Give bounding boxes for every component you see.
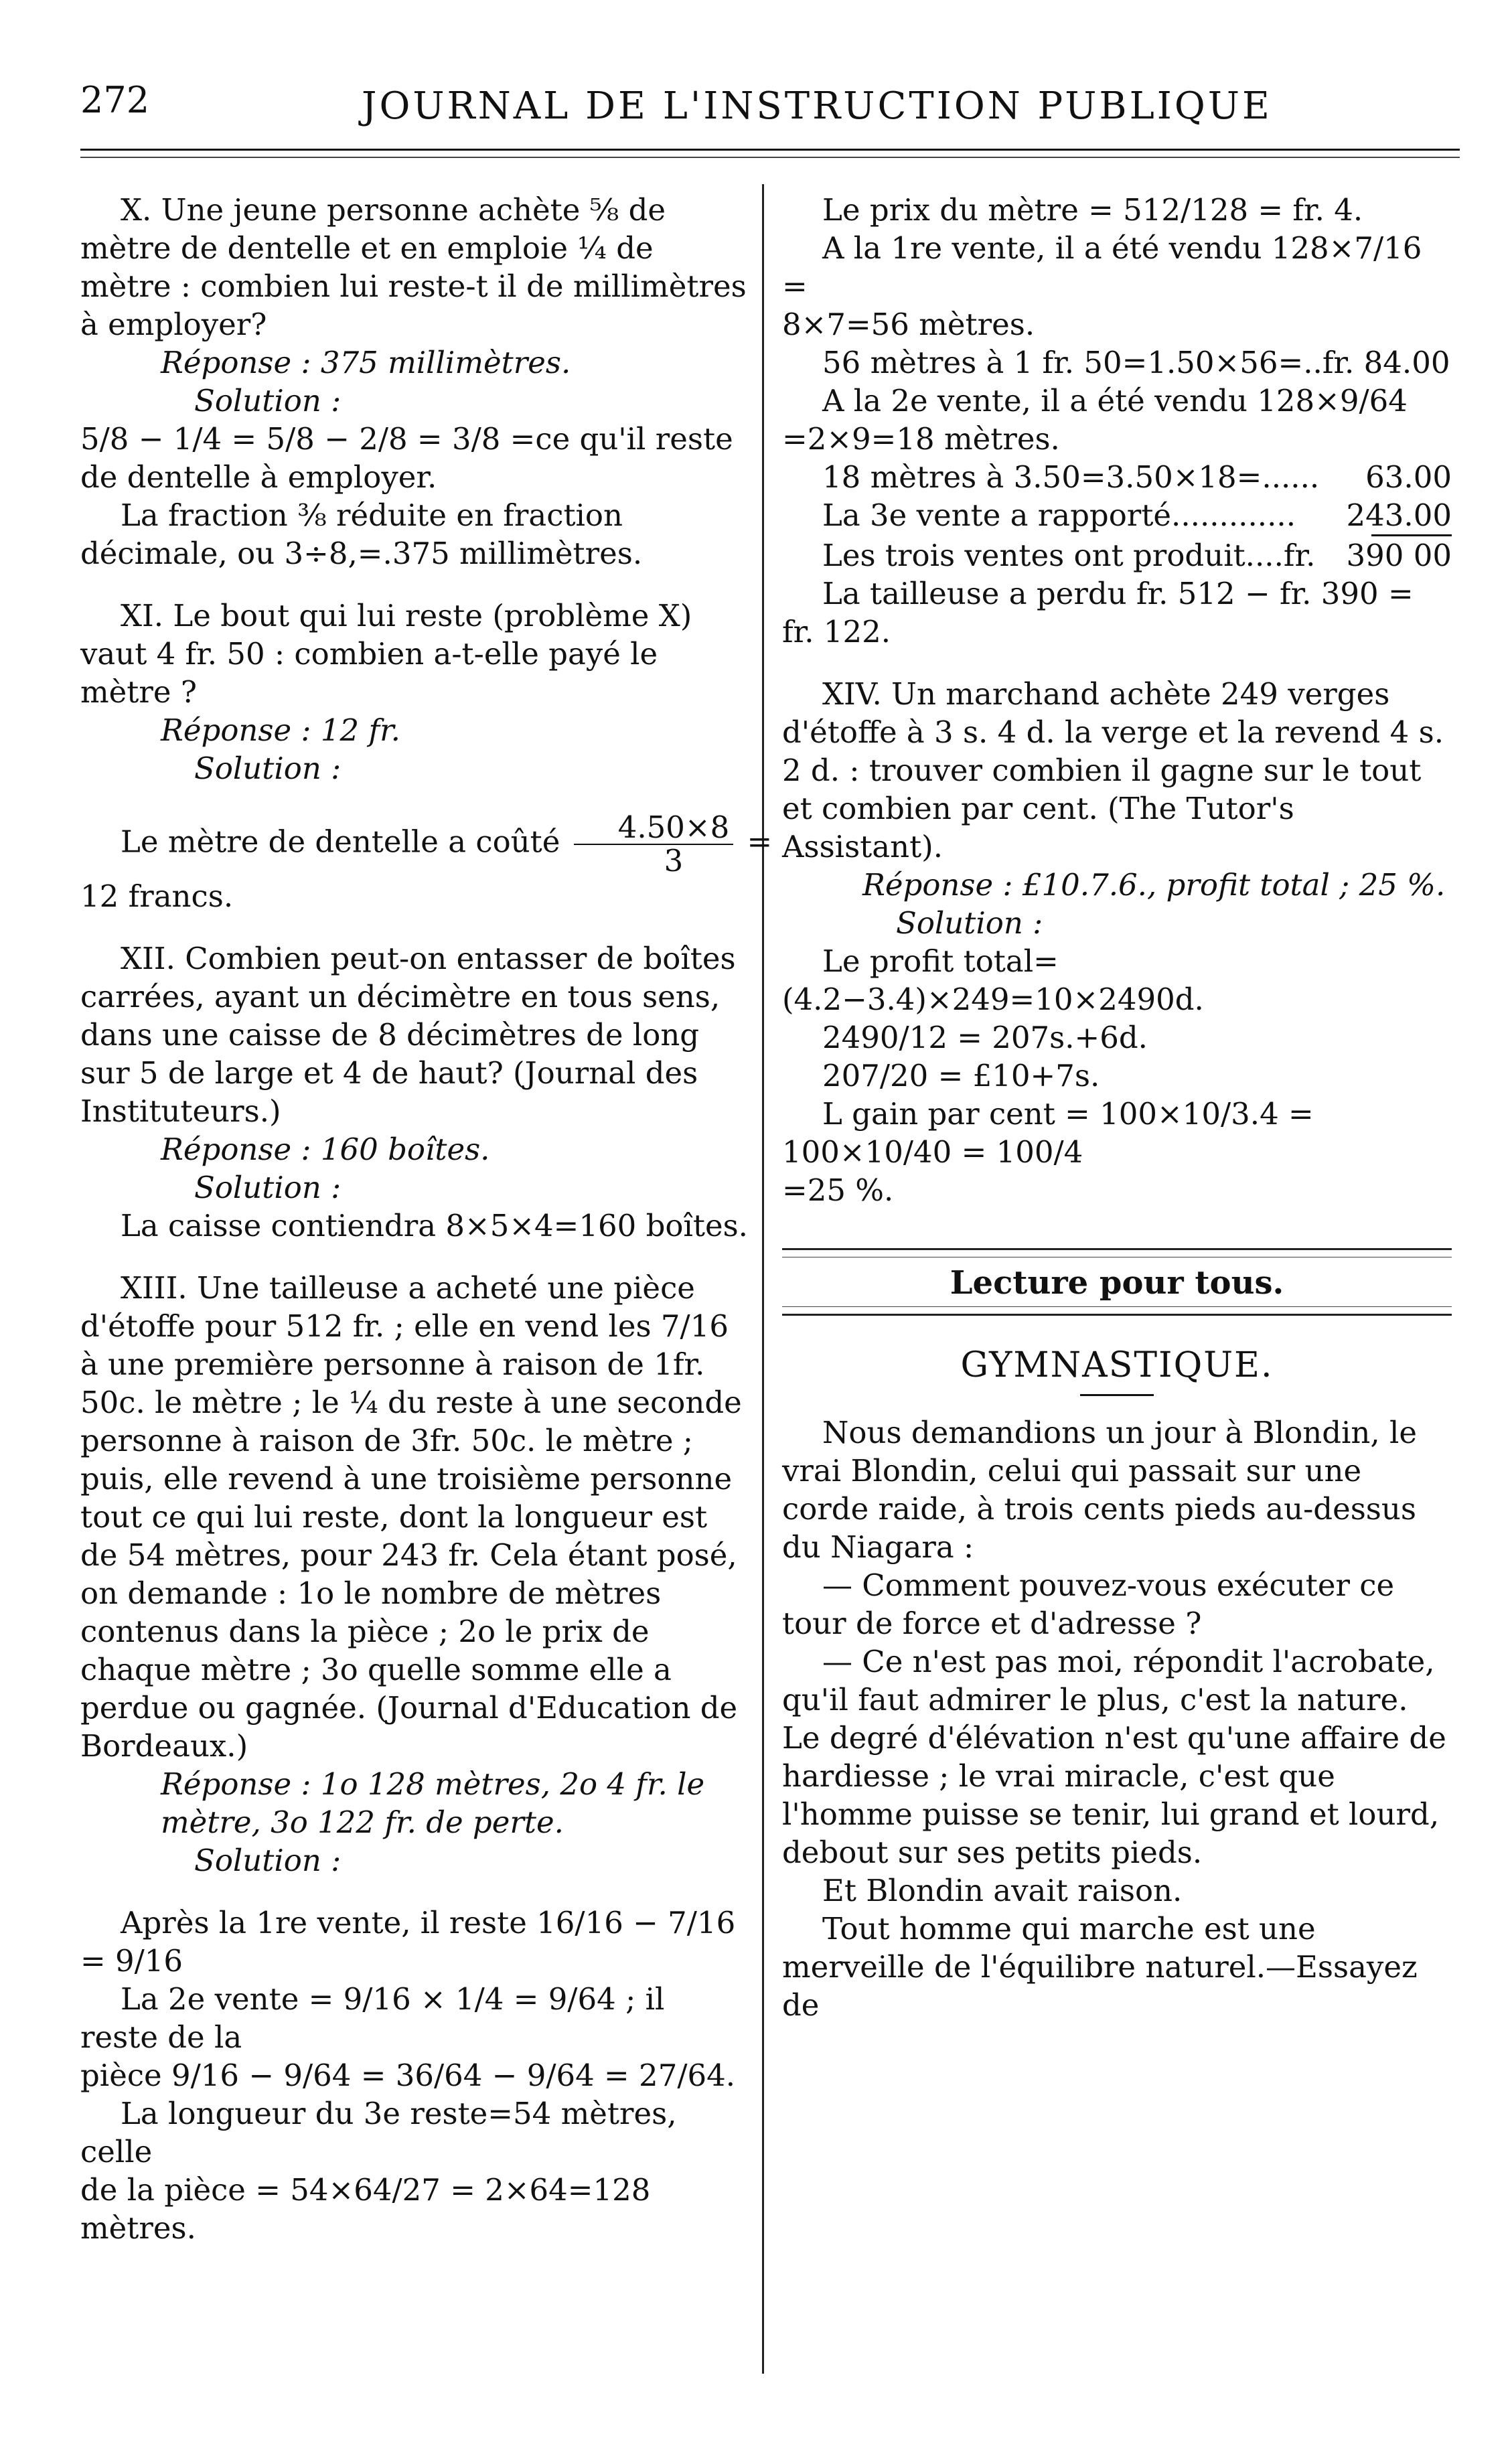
vente2-value: 63.00	[1365, 459, 1452, 495]
xi-eq-end: =	[747, 824, 773, 860]
vente2-line3	[782, 458, 1452, 496]
page-header	[80, 59, 1440, 133]
problem-x-solution-label: Solution :	[194, 383, 342, 418]
right-column	[782, 191, 1452, 2024]
total-line	[782, 536, 1452, 575]
section-rule-top	[782, 1248, 1452, 1250]
vente1-line1: A la 1re vente, il a été vendu 128×7/16 =	[782, 230, 1422, 304]
article-title: GYMNASTIQUE.	[960, 1345, 1274, 1385]
article-paragraph-3: — Ce n'est pas moi, répondit l'acrobate, qu'il faut admirer le plus, c'est la nature. Le degré d'élévation n'est qu'une affaire de hardiesse ; le vrai miracle, c'est que l'homme puisse se tenir, lui grand et lourd, debout sur ses petits pieds.	[782, 1644, 1446, 1870]
problem-xii-equation: La caisse contiendra 8×5×4=160 boîtes.	[121, 1208, 748, 1243]
problem-xiv-line5: =25 %.	[782, 1172, 894, 1208]
journal-title: JOURNAL DE L'INSTRUCTION PUBLIQUE	[362, 84, 1272, 128]
problem-xii-solution-label: Solution :	[194, 1170, 342, 1205]
section-rule-bottom-thin	[782, 1306, 1452, 1307]
vente2-line2: =2×9=18 mètres.	[782, 421, 1060, 457]
xi-denominator: 3	[664, 843, 684, 878]
problem-xiv-line1: Le profit total=(4.2−3.4)×249=10×2490d.	[782, 943, 1204, 1017]
article-paragraph-1: Nous demandions un jour à Blondin, le vrai Blondin, celui qui passait sur une corde raide, à trois cents pieds au-dessus du Niagara :	[782, 1415, 1418, 1565]
xi-eq-text: Le mètre de dentelle a coûté	[121, 824, 560, 860]
problem-xiv-line3: 207/20 = £10+7s.	[822, 1058, 1100, 1093]
problem-xiv: XIV. Un marchand achète 249 verges d'étoffe à 3 s. 4 d. la verge et la revend 4 s. 2 d. : trouver combien il gagne sur le tout et combien par cent. (The Tutor's Assistant).	[782, 676, 1444, 864]
section-title: Lecture pour tous.	[950, 1264, 1284, 1302]
problem-xiii-line5: de la pièce = 54×64/27 = 2×64=128 mètres.	[80, 2172, 651, 2246]
vente3-label: La 3e vente a rapporté.............	[822, 498, 1296, 533]
problem-xi: XI. Le bout qui lui reste (problème X) vaut 4 fr. 50 : combien a-t-elle payé le mètre ?	[80, 598, 692, 710]
problem-xi-result: 12 francs.	[80, 878, 234, 914]
xi-fraction	[574, 812, 734, 877]
vente2-line1: A la 2e vente, il a été vendu 128×9/64	[822, 383, 1408, 418]
problem-xiii: XIII. Une tailleuse a acheté une pièce d'étoffe pour 512 fr. ; elle en vend les 7/16 à une première personne à raison de 1fr. 50c. le mètre ; le ¼ du reste à une seconde personne à raison de 3fr. 50c. le mètre ; puis, elle revend à une troisième personne tout ce qui lui reste, dont la longueur est de 54 mètres, pour 243 fr. Cela étant posé, on demande : 1o le nombre de mètres contenus dans la pièce ; 2o le prix de chaque mètre ; 3o quelle somme elle a perdue ou gagnée. (Journal d'Education de Bordeaux.)	[80, 1270, 742, 1764]
perte-line: La tailleuse a perdu fr. 512 − fr. 390 = fr. 122.	[782, 576, 1414, 649]
problem-xiii-line3: pièce 9/16 − 9/64 = 36/64 − 9/64 = 27/64.	[80, 2058, 736, 2093]
section-rule-bottom	[782, 1314, 1452, 1316]
page-number: 272	[80, 79, 150, 121]
vente1-line3: 56 mètres à 1 fr. 50=1.50×56=..fr. 84.00	[822, 345, 1450, 380]
total-value: 390 00	[1346, 538, 1452, 573]
problem-x-reponse: Réponse : 375 millimètres.	[161, 345, 571, 380]
vente2-label: 18 mètres à 3.50=3.50×18=......	[822, 459, 1320, 495]
problem-xiv-reponse: Réponse : £10.7.6., profit total ; 25 %.	[862, 867, 1446, 903]
article-paragraph-2: — Comment pouvez-vous exécuter ce tour de force et d'adresse ?	[782, 1567, 1395, 1641]
problem-xiii-reponse: Réponse : 1o 128 mètres, 2o 4 fr. le mètre, 3o 122 fr. de perte.	[161, 1766, 705, 1840]
problem-xi-reponse: Réponse : 12 fr.	[161, 712, 400, 748]
title-dash	[1080, 1394, 1154, 1396]
problem-x-equation: 5/8 − 1/4 = 5/8 − 2/8 = 3/8 =ce qu'il reste de dentelle à employer.	[80, 421, 733, 495]
total-label: Les trois ventes ont produit....fr.	[822, 538, 1316, 573]
problem-x: X. Une jeune personne achète ⅝ de mètre de dentelle et en emploie ¼ de mètre : combien lui reste-t il de millimètres à employer?	[80, 192, 747, 342]
xi-numerator: 4.50×8	[574, 812, 734, 845]
prix-metre: Le prix du mètre = 512/128 = fr. 4.	[822, 192, 1363, 228]
problem-xi-solution-label: Solution :	[194, 751, 342, 786]
vente3-value: 243.00	[1346, 498, 1452, 533]
problem-xii-reponse: Réponse : 160 boîtes.	[161, 1132, 490, 1167]
problem-xii: XII. Combien peut-on entasser de boîtes carrées, ayant un décimètre en tous sens, dans une caisse de 8 décimètres de long sur 5 de large et 4 de haut? (Journal des Instituteurs.)	[80, 941, 736, 1129]
problem-xiii-line1: Après la 1re vente, il reste 16/16 − 7/16 = 9/16	[80, 1905, 736, 1979]
header-rule	[80, 149, 1460, 151]
problem-xiii-line2: La 2e vente = 9/16 × 1/4 = 9/64 ; il reste de la	[80, 1981, 665, 2055]
problem-xiii-line4: La longueur du 3e reste=54 mètres, celle	[80, 2096, 677, 2169]
header-rule-thin	[80, 157, 1460, 158]
vente3-line	[782, 496, 1452, 534]
problem-xiii-solution-label: Solution :	[194, 1843, 342, 1878]
problem-xiv-solution-label: Solution :	[896, 905, 1043, 941]
problem-xiv-line4: L gain par cent = 100×10/3.4 = 100×10/40 = 100/4	[782, 1096, 1314, 1170]
column-divider	[762, 184, 764, 2374]
left-column	[80, 191, 773, 2247]
article-paragraph-5: Tout homme qui marche est une merveille de l'équilibre naturel.—Essayez de	[782, 1911, 1418, 2023]
vente1-line2: 8×7=56 mètres.	[782, 307, 1035, 342]
problem-xi-equation	[80, 810, 773, 878]
article-paragraph-4: Et Blondin avait raison.	[822, 1873, 1183, 1908]
problem-xiv-line2: 2490/12 = 207s.+6d.	[822, 1020, 1148, 1055]
problem-x-fraction: La fraction ⅜ réduite en fraction décimale, ou 3÷8,=.375 millimètres.	[80, 498, 643, 571]
